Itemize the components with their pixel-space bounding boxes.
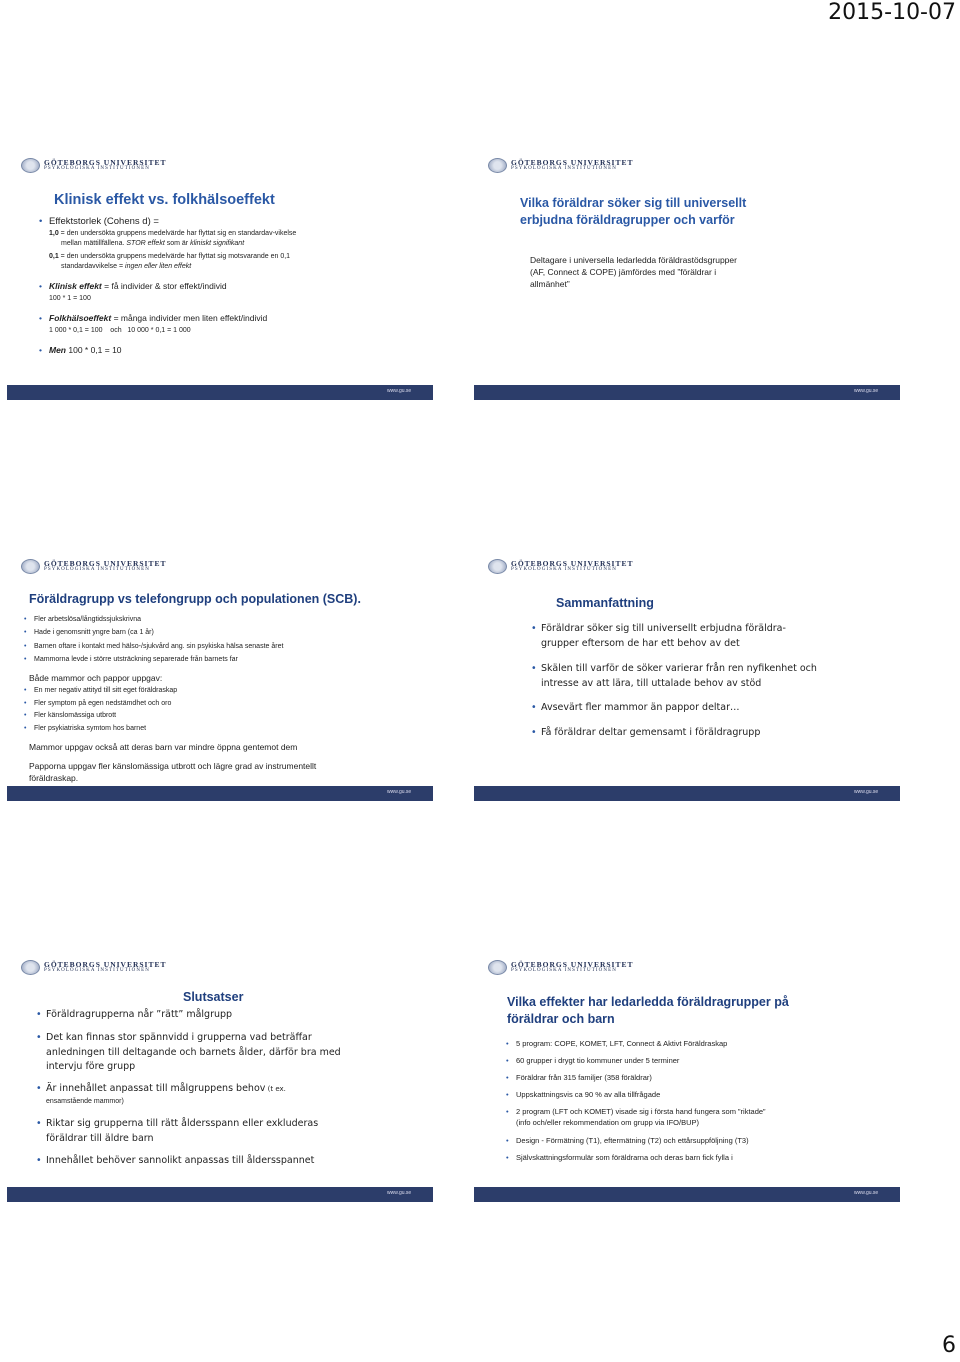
footer-url[interactable]: www.gu.se — [387, 388, 412, 394]
slide-title: Föräldragrupp vs telefongrupp och populationen (SCB). — [29, 592, 361, 606]
university-logo — [21, 960, 167, 975]
footer-url[interactable]: www.gu.se — [854, 789, 879, 795]
paragraph-line-2: (AF, Connect & COPE) jämfördes med ”föräldrar i — [530, 267, 717, 277]
text-content-adapted: Är innehållet anpassat till målgruppens behov — [46, 1083, 266, 1094]
text-big-effect: STOR effekt — [126, 240, 165, 247]
slide-title-line-1: Vilka föräldrar söker sig till universellt — [520, 196, 747, 210]
slide-title-line-1: Vilka effekter har ledarledda föräldragrupper på — [507, 995, 789, 1009]
bullet-clinical-effect — [49, 281, 227, 291]
page-number: 6 — [942, 1333, 956, 1358]
slide-footer — [474, 1187, 900, 1202]
slide-footer — [7, 385, 433, 400]
text-single-mothers: ensamstående mammor) — [46, 1098, 124, 1105]
bullet-reasons-1: • Skälen till varför de söker varierar från ren nyfikenhet och — [541, 663, 817, 674]
slide-title-line-2: föräldrar och barn — [507, 1012, 615, 1026]
slide-title: Sammanfattning — [556, 596, 654, 610]
text-but: 100 * 0,1 = 10 — [66, 345, 122, 355]
bullet-self-report: • Självskattningsformulär som föräldrarna och deras barn fick fylla i — [516, 1153, 733, 1162]
university-logo — [488, 559, 634, 574]
print-date: 2015-10-07 — [828, 0, 956, 25]
formula-public-health: 1 000 * 0,1 = 100 och 10 000 * 0,1 = 1 000 — [49, 327, 191, 334]
university-seal-icon — [21, 960, 40, 975]
heading-both-parents: Både mammor och pappor uppgav: — [29, 673, 163, 683]
line-effect-3 — [49, 253, 290, 260]
slide-summary — [474, 559, 900, 801]
bullet-more-mothers: • Avsevärt fler mammor än pappor deltar… — [541, 702, 740, 713]
bullet-age-range-2: föräldrar till äldre barn — [46, 1133, 154, 1144]
bullet-adapt-content: • Innehållet behöver sannolikt anpassas till åldersspannet — [46, 1155, 314, 1166]
logo-institution-name: PSYKOLOGISKA INSTITUTIONEN — [511, 165, 617, 171]
slide-footer — [7, 1187, 433, 1202]
text-std: standardavvikelse = — [61, 263, 126, 270]
slide-conclusions — [7, 960, 433, 1202]
bullet-depression: • Fler symptom på egen nedstämdhet och oro — [34, 700, 171, 707]
paragraph-line-3: allmänhet” — [530, 279, 570, 289]
bullet-but — [49, 345, 122, 355]
label-public-health: Folkhälsoeffekt — [49, 313, 112, 323]
bullet-content-adapted — [46, 1083, 286, 1094]
slide-title: Slutsatser — [183, 990, 244, 1004]
university-logo — [488, 158, 634, 173]
slide-title-line-2: erbjudna föräldragrupper och varför — [520, 213, 735, 227]
logo-university-name: GÖTEBORGS UNIVERSITET — [44, 157, 167, 167]
paragraph-mothers: Mammor uppgav också att deras barn var mindre öppna gentemot dem — [29, 742, 298, 752]
text-1-0: = den undersökta gruppens medelvärde har flyttat sig en standardav-vikelse — [58, 230, 297, 237]
paragraph-fathers-2: föräldraskap. — [29, 773, 79, 783]
bullet-range-2: anledningen till deltagande och barnets ålder, därför bra med — [46, 1047, 341, 1058]
bullet-groups: • 60 grupper i drygt tio kommuner under 5 terminer — [516, 1056, 679, 1065]
line-effect-2 — [61, 240, 244, 247]
logo-university-name: GÖTEBORGS UNIVERSITET — [44, 959, 167, 969]
text-eg: (t ex. — [265, 1085, 286, 1093]
footer-url[interactable]: www.gu.se — [854, 1190, 879, 1196]
label-but: Men — [49, 345, 66, 355]
slide-effects — [474, 960, 900, 1202]
text-public-health: = många individer men liten effekt/individ — [111, 313, 268, 323]
text-measurement: mellan mättillfällena. — [61, 240, 125, 247]
slide-who-seeks-groups — [474, 158, 900, 400]
logo-university-name: GÖTEBORGS UNIVERSITET — [44, 558, 167, 568]
bullet-reasons-2: intresse av att lära, till uttalade behov av stöd — [541, 678, 762, 689]
value-1-0: 1,0 — [49, 230, 59, 237]
value-0-1: 0,1 — [49, 253, 59, 260]
footer-url[interactable]: www.gu.se — [387, 789, 412, 795]
footer-url[interactable]: www.gu.se — [854, 388, 879, 394]
slide-parent-vs-phone-group — [7, 559, 433, 801]
bullet-younger-children: • Hade i genomsnitt yngre barn (ca 1 år) — [34, 629, 154, 636]
university-seal-icon — [21, 559, 40, 574]
text-0-1: = den undersökta gruppens medelvärde har flyttat sig motsvarande en 0,1 — [58, 253, 291, 260]
slide-footer — [474, 385, 900, 400]
bullet-unemployed: • Fler arbetslösa/långtidssjukskrivna — [34, 616, 141, 623]
slide-clinical-vs-public-health — [7, 158, 433, 400]
bullet-public-health — [49, 313, 267, 323]
text-clinically-significant: kliniskt signifikant — [190, 240, 245, 247]
bullet-response-rate: • Uppskattningsvis ca 90 % av alla tillfrågade — [516, 1090, 660, 1099]
university-seal-icon — [488, 960, 507, 975]
label-clinical-effect: Klinisk effekt — [49, 281, 102, 291]
logo-university-name: GÖTEBORGS UNIVERSITET — [511, 558, 634, 568]
paragraph-fathers-1: Papporna uppgav fler känslomässiga utbrott och lägre grad av instrumentellt — [29, 761, 317, 771]
logo-institution-name: PSYKOLOGISKA INSTITUTIONEN — [44, 165, 150, 171]
bullet-outbursts: • Fler känslomässiga utbrott — [34, 712, 116, 719]
slide-footer — [7, 786, 433, 801]
bullet-seek-because-need-2: grupper eftersom de har ett behov av det — [541, 638, 740, 649]
slide-footer — [474, 786, 900, 801]
text-no-effect: ingen eller liten effekt — [125, 263, 192, 270]
bullet-targeted-2: (info och/eller rekommendation om grupp via IFO/BUP) — [516, 1118, 699, 1127]
line-effect-1 — [49, 230, 296, 237]
university-logo — [21, 559, 167, 574]
logo-institution-name: PSYKOLOGISKA INSTITUTIONEN — [44, 967, 150, 973]
bullet-healthcare-contact: • Barnen oftare i kontakt med hälso-/sjukvård ang. sin psykiska hälsa senaste året — [34, 643, 283, 650]
bullet-targeted-1: • 2 program (LFT och KOMET) visade sig i första hand fungera som ”riktade” — [516, 1107, 766, 1116]
line-effect-4 — [61, 263, 191, 270]
logo-institution-name: PSYKOLOGISKA INSTITUTIONEN — [44, 566, 150, 572]
slide-title: Klinisk effekt vs. folkhälsoeffekt — [54, 192, 275, 208]
text-clinical-effect: = få individer & stor effekt/individ — [101, 281, 227, 291]
text-which-is: som är — [164, 240, 191, 247]
bullet-families: • Föräldrar från 315 familjer (358 föräldrar) — [516, 1073, 652, 1082]
paragraph-line-1: Deltagare i universella ledarledda föräldrastödsgrupper — [530, 255, 737, 265]
logo-university-name: GÖTEBORGS UNIVERSITET — [511, 959, 634, 969]
bullet-negative-attitude: • En mer negativ attityd till sitt eget föräldraskap — [34, 687, 177, 694]
bullet-right-target: • Föräldragrupperna når ”rätt” målgrupp — [46, 1009, 232, 1020]
footer-url[interactable]: www.gu.se — [387, 1190, 412, 1196]
university-seal-icon — [21, 158, 40, 173]
bullet-age-range-1: • Riktar sig grupperna till rätt åldersspann eller exkluderas — [46, 1118, 318, 1129]
formula-clinical: 100 * 1 = 100 — [49, 295, 91, 302]
university-seal-icon — [488, 559, 507, 574]
bullet-effect-size: • Effektstorlek (Cohens d) = — [49, 216, 159, 227]
bullet-range-1: • Det kan finnas stor spännvidd i grupperna vad beträffar — [46, 1032, 312, 1043]
logo-institution-name: PSYKOLOGISKA INSTITUTIONEN — [511, 566, 617, 572]
bullet-range-3: intervju före grupp — [46, 1061, 136, 1072]
logo-institution-name: PSYKOLOGISKA INSTITUTIONEN — [511, 967, 617, 973]
logo-university-name: GÖTEBORGS UNIVERSITET — [511, 157, 634, 167]
bullet-design: • Design - Förmätning (T1), eftermätning (T2) och ettårsuppföljning (T3) — [516, 1136, 749, 1145]
university-logo — [488, 960, 634, 975]
bullet-psychiatric: • Fler psykiatriska symtom hos barnet — [34, 725, 146, 732]
bullet-programs: • 5 program: COPE, KOMET, LFT, Connect & Aktivt Föräldraskap — [516, 1039, 727, 1048]
bullet-separated: • Mammorna levde i större utsträckning separerade från barnets far — [34, 656, 238, 663]
university-logo — [21, 158, 167, 173]
bullet-few-together: • Få föräldrar deltar gemensamt i föräldragrupp — [541, 727, 760, 738]
bullet-seek-because-need-1: • Föräldrar söker sig till universellt erbjudna föräldra- — [541, 623, 786, 634]
university-seal-icon — [488, 158, 507, 173]
